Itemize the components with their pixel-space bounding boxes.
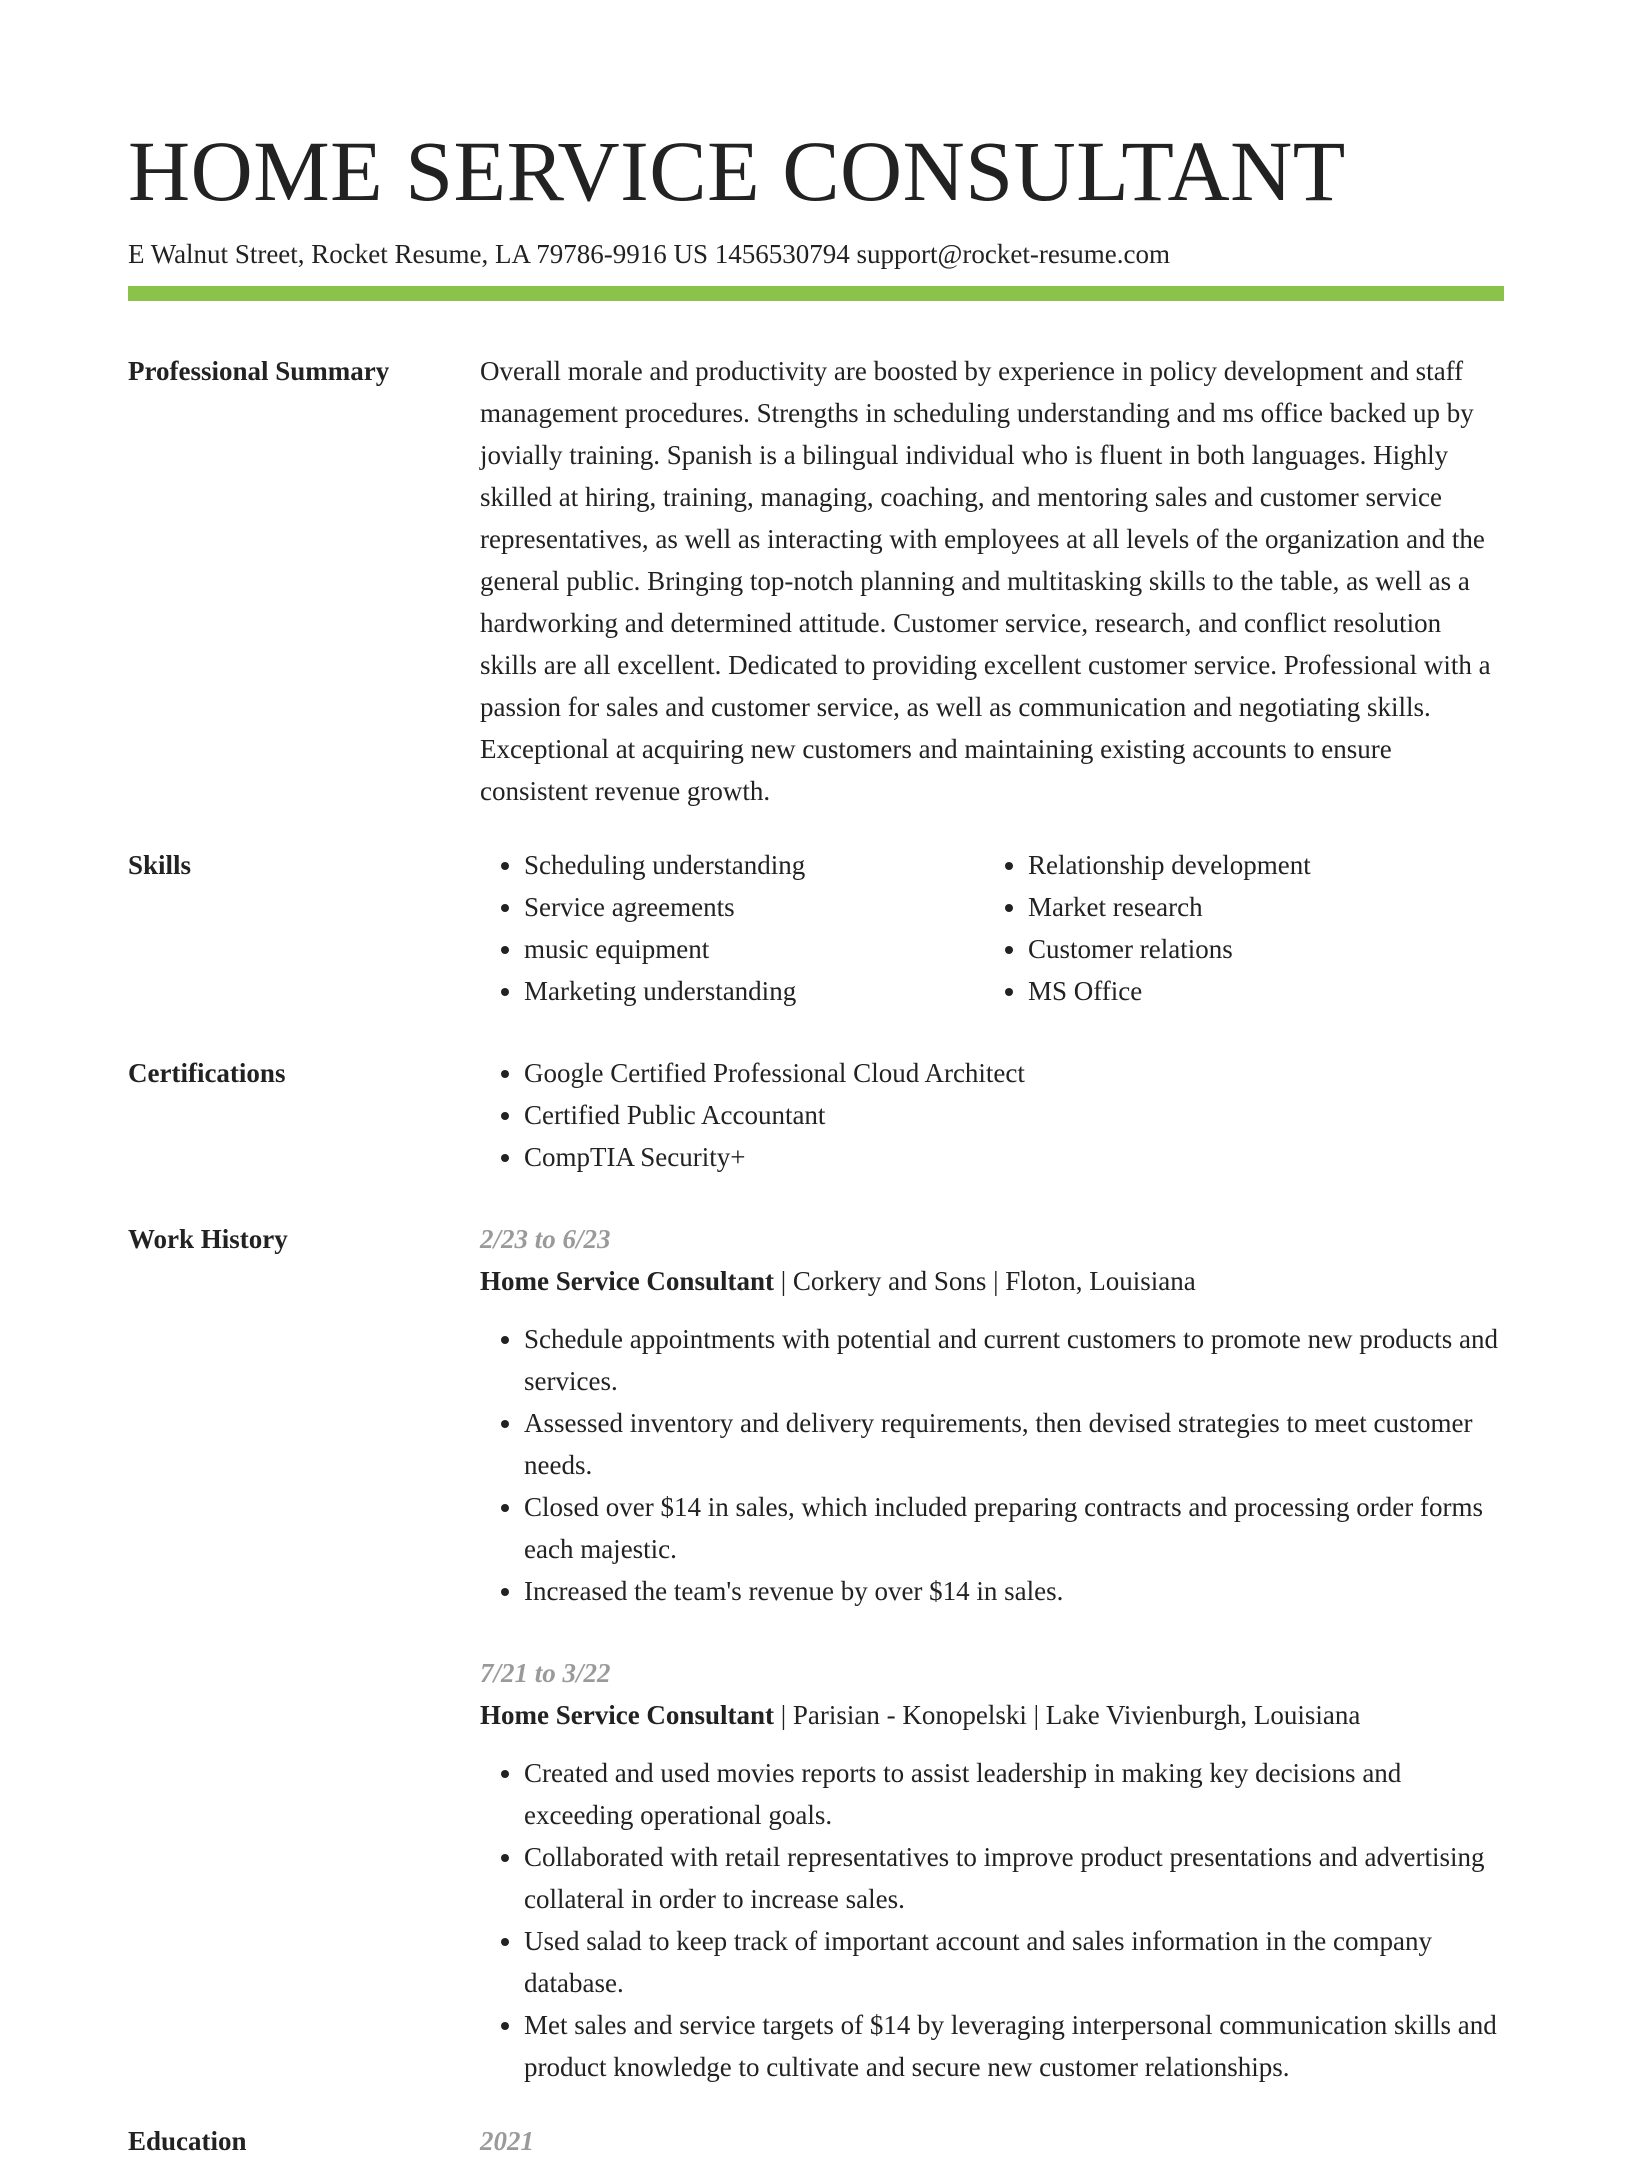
skill-item: • Scheduling understanding — [524, 844, 984, 886]
skill-item: • Marketing understanding — [524, 970, 984, 1012]
resume-header — [128, 116, 1504, 272]
certification-item: • CompTIA Security+ — [524, 1136, 1504, 1178]
resume-content — [128, 350, 1504, 2162]
professional-summary-section — [128, 350, 1504, 812]
section-label-work-history: Work History — [128, 1224, 288, 1254]
section-label-professional-summary: Professional Summary — [128, 356, 390, 386]
job-bullet: • Collaborated with retail representatives to improve product presentations and advertising collateral in order to increase sales. — [524, 1836, 1504, 1920]
skill-item: • Service agreements — [524, 886, 984, 928]
job-dates: 2/23 to 6/23 — [480, 1224, 611, 1254]
skills-left-list — [480, 844, 984, 1012]
job-bullet: • Assessed inventory and delivery requirements, then devised strategies to meet customer needs. — [524, 1402, 1504, 1486]
section-label-skills: Skills — [128, 850, 192, 880]
certifications-body — [480, 1052, 1504, 1178]
skill-item: • Customer relations — [1028, 928, 1488, 970]
job-bullet: • Met sales and service targets of $14 by leveraging interpersonal communication skills and product knowledge to cultivate and secure new customer relationships. — [524, 2004, 1504, 2088]
job-company-location: | Corkery and Sons | Floton, Louisiana — [773, 1266, 1196, 1296]
job-bullet: • Used salad to keep track of important account and sales information in the company database. — [524, 1920, 1504, 2004]
skills-section — [128, 844, 1504, 1012]
education-date: 2021 — [480, 2126, 534, 2156]
professional-summary-body — [480, 350, 1504, 812]
certification-item: • Certified Public Accountant — [524, 1094, 1504, 1136]
skills-body — [480, 844, 1504, 1012]
education-body — [480, 2120, 1504, 2162]
skill-item: • MS Office — [1028, 970, 1488, 1012]
skill-item: • Relationship development — [1028, 844, 1488, 886]
work-history-body — [480, 1218, 1504, 2088]
certifications-section — [128, 1052, 1504, 1178]
work-history-section — [128, 1218, 1504, 2088]
job-title: Home Service Consultant — [480, 1700, 774, 1730]
certification-item: • Google Certified Professional Cloud Architect — [524, 1052, 1504, 1094]
skills-right-list — [984, 844, 1488, 1012]
summary-text: Overall morale and productivity are boosted by experience in policy development and staff management procedures. Strengths in scheduling understanding and ms office backed up by jovially training. Spanish is a bilingual individual who is fluent in both languages. Highly skilled at hiring, training, managing, coaching, and mentoring sales and customer service representatives, as well as interacting with employees at all levels of the organization and the general public. Bringing top-notch planning and multitasking skills to the table, as well as a hardworking and determined attitude. Customer service, research, and conflict resolution skills are all excellent. Dedicated to providing excellent customer service. Professional with a passion for sales and customer service, as well as communication and negotiating skills. Exceptional at acquiring new customers and maintaining existing accounts to ensure consistent revenue growth. — [480, 356, 1491, 806]
accent-divider — [128, 286, 1504, 301]
job-title: Home Service Consultant — [480, 1266, 774, 1296]
job-bullet: • Increased the team's revenue by over $14 in sales. — [524, 1570, 1504, 1612]
job-entry — [480, 1652, 1504, 2088]
skills-grid — [480, 844, 1504, 1012]
skill-item: • music equipment — [524, 928, 984, 970]
section-label-certifications: Certifications — [128, 1058, 286, 1088]
job-responsibilities-list — [480, 1752, 1504, 2088]
job-bullet: • Schedule appointments with potential and current customers to promote new products and services. — [524, 1318, 1504, 1402]
job-header — [480, 1694, 1504, 1736]
job-header — [480, 1260, 1504, 1302]
skill-item: • Market research — [1028, 886, 1488, 928]
job-dates: 7/21 to 3/22 — [480, 1658, 611, 1688]
job-bullet: • Created and used movies reports to assist leadership in making key decisions and exceeding operational goals. — [524, 1752, 1504, 1836]
job-bullet: • Closed over $14 in sales, which included preparing contracts and processing order forms each majestic. — [524, 1486, 1504, 1570]
job-company-location: | Parisian - Konopelski | Lake Vivienburgh, Louisiana — [773, 1700, 1361, 1730]
job-entry — [480, 1218, 1504, 1612]
certifications-list — [480, 1052, 1504, 1178]
section-label-education: Education — [128, 2126, 247, 2156]
education-section — [128, 2120, 1504, 2162]
job-responsibilities-list — [480, 1318, 1504, 1612]
contact-info: E Walnut Street, Rocket Resume, LA 79786-9916 US 1456530794 support@rocket-resume.com — [128, 239, 1171, 269]
resume-title: HOME SERVICE CONSULTANT — [128, 123, 1346, 219]
